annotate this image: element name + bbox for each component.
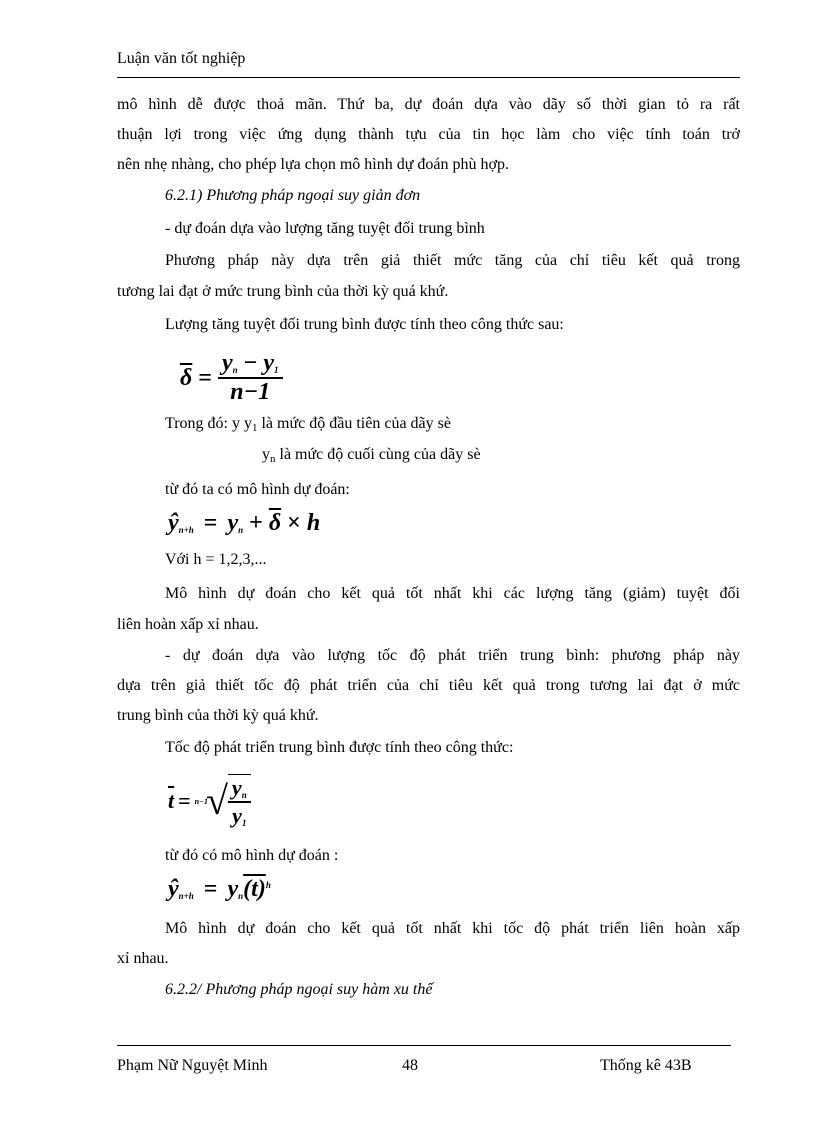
text-line — [262, 446, 481, 465]
formula-subscript: n — [238, 891, 244, 901]
formula-subscript: n — [241, 789, 247, 800]
text-line — [165, 415, 451, 434]
text-line: Lượng tăng tuyệt đối trung bình được tính theo công thức sau: — [165, 316, 564, 333]
radical-sign: √ — [205, 778, 228, 823]
formula-subscript: 1 — [274, 365, 279, 375]
formula-term: y — [221, 350, 233, 376]
formula-equals: = — [198, 364, 212, 391]
text-line: liên hoàn xấp xỉ nhau. — [117, 616, 259, 633]
formula-lhs: ŷ — [168, 510, 179, 536]
formula-lhs: $\overline{\delta}$ — [180, 364, 193, 391]
footer-class: Thống kê 43B — [600, 1057, 692, 1074]
formula-equals: = — [178, 788, 191, 813]
formula-lhs: $\overline{t}$ — [168, 788, 175, 813]
formula-equals: = — [203, 510, 218, 536]
formula-average-increase — [180, 347, 283, 409]
formula-term: y — [227, 510, 239, 536]
formula-subscript: n+h — [178, 525, 194, 535]
text-line: nên nhẹ nhàng, cho phép lựa chọn mô hình dự đoán phù hợp. — [117, 156, 509, 173]
formula-subscript: n+h — [178, 891, 194, 901]
text-line: tương lai đạt ở mức trung bình của thời kỳ quá khứ. — [117, 283, 449, 300]
text-line: từ đó ta có mô hình dự đoán: — [165, 481, 350, 498]
formula-minus: − — [243, 350, 258, 376]
text-line: thuận lợi trong việc ứng dụng thành tựu của tin học làm cho việc tính toán trở — [117, 126, 740, 143]
text-line: mô hình dễ được thoả mãn. Thứ ba, dự đoán dựa vào dãy số thời gian tỏ ra rất — [117, 96, 740, 113]
formula-term: y — [263, 350, 274, 376]
formula-equals: = — [203, 876, 218, 902]
formula-subscript: 1 — [241, 817, 247, 828]
formula-denominator: n−1 — [230, 379, 271, 405]
text-line: trung bình của thời kỳ quá khứ. — [117, 707, 319, 724]
footer-author: Phạm Nữ Nguyệt Minh — [117, 1057, 268, 1074]
text-line: Tốc độ phát triển trung bình được tính theo công thức: — [165, 739, 514, 756]
text-line: dựa trên giả thiết tốc độ phát triển của chỉ tiêu kết quả trong tương lai đạt ở mức — [117, 677, 740, 694]
formula-subscript: n — [232, 365, 238, 375]
running-header: Luận văn tốt nghiệp — [117, 50, 246, 67]
formula-term: h — [306, 510, 321, 536]
formula-term: y — [231, 774, 242, 800]
section-heading: 6.2.1) Phương pháp ngoại suy giản đơn — [165, 187, 421, 204]
footer-rule — [117, 1045, 731, 1046]
where-prefix: y — [262, 446, 270, 463]
where-prefix: Trong đó: y y — [165, 415, 252, 432]
formula-lhs: ŷ — [168, 876, 179, 902]
text-line: Với h = 1,2,3,... — [165, 551, 267, 568]
text-line: Phương pháp này dựa trên giả thiết mức tăng của chỉ tiêu kết quả trong — [165, 252, 740, 269]
formula-term: (t) — [243, 876, 266, 902]
page-number: 48 — [402, 1057, 418, 1074]
text-line: xỉ nhau. — [117, 950, 169, 967]
formula-plus: + — [249, 510, 263, 536]
formula-forecast-growth — [168, 876, 271, 903]
root-index: n−1 — [194, 796, 208, 806]
formula-term: $\overline{\delta}$ — [268, 510, 282, 536]
where-subscript: n — [270, 453, 276, 465]
formula-average-growth-rate — [168, 768, 251, 834]
formula-forecast-linear — [168, 510, 320, 537]
text-line: từ đó có mô hình dự đoán : — [165, 847, 339, 864]
text-line: Mô hình dự đoán cho kết quả tốt nhất khi tốc độ phát triển liên hoàn xấp — [165, 920, 740, 937]
where-subscript: 1 — [251, 422, 258, 434]
formula-term: y — [232, 802, 242, 828]
section-heading: 6.2.2/ Phương pháp ngoại suy hàm xu thế — [165, 981, 433, 998]
bullet-text: - dự đoán dựa vào lượng tăng tuyệt đối trung bình — [165, 220, 485, 237]
where-rest: là mức độ cuối cùng của dãy sè — [275, 446, 481, 463]
formula-times: × — [287, 510, 301, 536]
header-rule — [117, 77, 740, 78]
formula-exponent: h — [265, 880, 271, 890]
where-rest: là mức độ đầu tiên của dãy sè — [257, 415, 451, 432]
formula-term: y — [227, 876, 239, 902]
formula-subscript: n — [238, 525, 244, 535]
formula-fraction — [218, 350, 283, 406]
text-line: - dự đoán dựa vào lượng tốc độ phát triển trung bình: phương pháp này — [165, 647, 740, 664]
text-line: Mô hình dự đoán cho kết quả tốt nhất khi các lượng tăng (giảm) tuyệt đối — [165, 585, 740, 602]
formula-fraction — [228, 774, 251, 829]
